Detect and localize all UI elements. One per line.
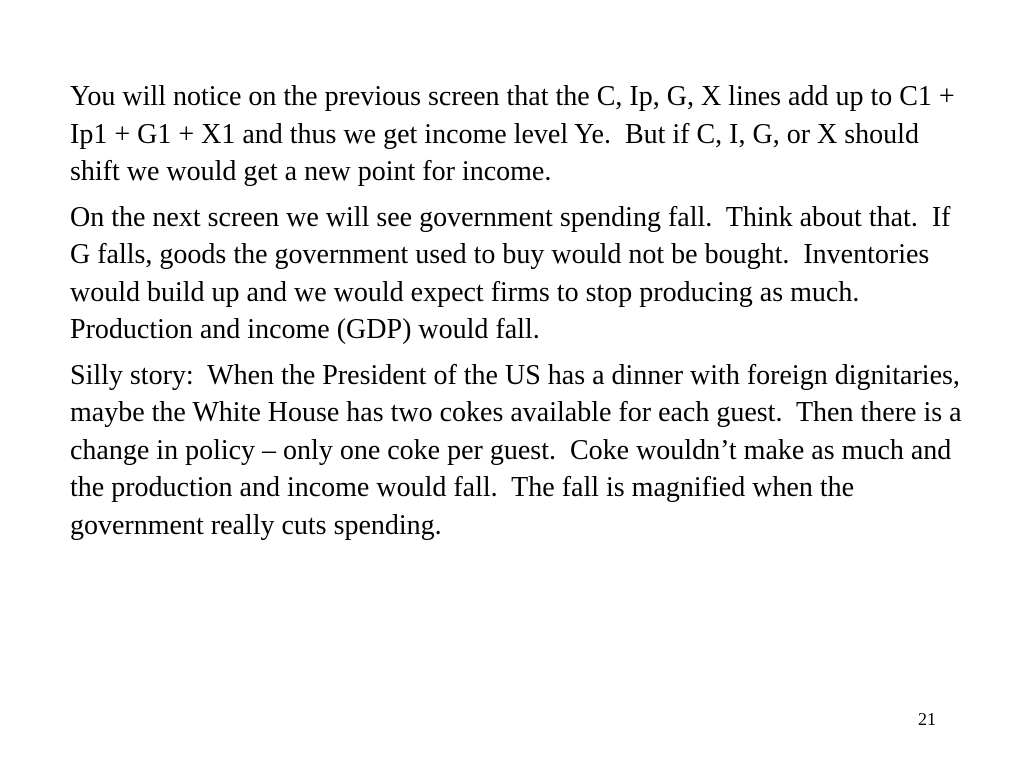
paragraph-government-spending: On the next screen we will see government spending fall. Think about that. If G falls, goods the government used to buy would not be bought. Inventories would build up and we would expect firms to stop producing as much. Production and income (GDP) would fall.	[70, 201, 958, 345]
slide-number: 21	[918, 709, 936, 729]
slide-body	[70, 78, 970, 552]
paragraph-silly-story: Silly story: When the President of the US has a dinner with foreign dignitaries, maybe the White House has two cokes available for each guest. Then there is a change in policy – only one coke per guest. Coke wouldn’t make as much and the production and income would fall. The fall is magnified when the government really cuts spending.	[70, 359, 969, 541]
paragraph-previous-screen: You will notice on the previous screen that the C, Ip, G, X lines add up to C1 + Ip1 + G1 + X1 and thus we get income level Ye. But if C, I, G, or X should shift we would get a new point for income.	[70, 81, 962, 187]
